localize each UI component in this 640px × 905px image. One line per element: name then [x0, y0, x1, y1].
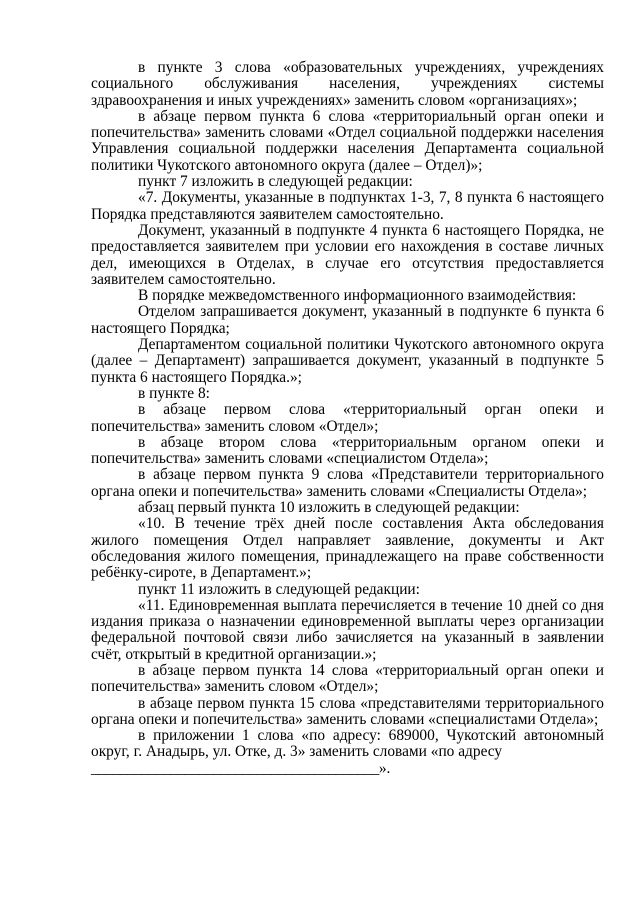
paragraph-8: Департаментом социальной политики Чукотского автономного округа (далее – Департамент) запрашивается документ, указанный в подпункте 5 пункта 6 настоящего Порядка.»;	[91, 336, 604, 386]
paragraph-3: пункт 7 изложить в следующей редакции:	[138, 173, 413, 191]
paragraph-18: в абзаце первом пункта 15 слова «представителями территориального органа опеки и попечительства» заменить словами «специалистами Отдела»;	[91, 694, 604, 728]
paragraph-14: «10. В течение трёх дней после составления Акта обследования жилого помещения Отдел направляет заявление, документы и Акт обследования жилого помещения, принадлежащего на праве собственности ребёнку-сироте, в Департамент.»;	[91, 515, 604, 582]
paragraph-10: в абзаце первом слова «территориальный орган опеки и попечительства» заменить словом «Отдел»;	[91, 401, 604, 435]
paragraph-6: В порядке межведомственного информационного взаимодействия:	[138, 287, 577, 305]
paragraph-11: в абзаце втором слова «территориальным органом опеки и попечительства» заменить словами «специалистом Отдела»;	[91, 433, 604, 468]
paragraph-13: абзац первый пункта 10 изложить в следующей редакции:	[138, 499, 520, 517]
paragraph-1: в пункте 3 слова «образовательных учреждениях, учреждениях социального обслуживания населения, учреждениях системы здравоохранения и иных учреждениях» заменить словом «организациях»;	[91, 59, 604, 109]
paragraph-2: в абзаце первом пункта 6 слова «территориальный орган опеки и попечительства» заменить словами «Отдел социальной поддержки населения Управления социальной поддержки населения Департамента социальной политики Чукотского автономного округа (далее – Отдел)»;	[91, 107, 604, 174]
paragraph-16: «11. Единовременная выплата перечисляется в течение 10 дней со дня издания приказа о назначении единовременной выплаты через организации федеральной почтовой связи либо зачисляется на указанный в заявлении счёт, открытый в кредитной организации.»;	[91, 596, 604, 663]
paragraph-5: Документ, указанный в подпункте 4 пункта 6 настоящего Порядка, не предоставляется заявителем при условии его нахождения в составе личных дел, имеющихся в Отделах, в случае его отсутствия предоставляется заявителем самостоятельно.	[91, 221, 604, 288]
address-blank: ________________________________________	[91, 759, 379, 777]
document-page	[91, 60, 604, 777]
closing-line	[91, 761, 604, 777]
closing-end: ».	[378, 759, 391, 777]
paragraph-7: Отделом запрашивается документ, указанный в подпункте 6 пункта 6 настоящего Порядка;	[91, 303, 604, 337]
paragraph-17: в абзаце первом пункта 14 слова «территориальный орган опеки и попечительства» заменить словом «Отдел»;	[91, 661, 604, 696]
paragraph-9: в пункте 8:	[138, 384, 210, 402]
paragraph-15: пункт 11 изложить в следующей редакции:	[138, 580, 420, 598]
paragraph-4: «7. Документы, указанные в подпунктах 1-3, 7, 8 пункта 6 настоящего Порядка представляются заявителем самостоятельно.	[91, 189, 604, 223]
paragraph-12: в абзаце первом пункта 9 слова «Представители территориального органа опеки и попечительства» заменить словами «Специалисты Отдела»;	[91, 466, 604, 500]
paragraph-19: в приложении 1 слова «по адресу: 689000, Чукотский автономный округ, г. Анадырь, ул. Отке, д. 3» заменить словами «по адресу	[91, 727, 604, 761]
